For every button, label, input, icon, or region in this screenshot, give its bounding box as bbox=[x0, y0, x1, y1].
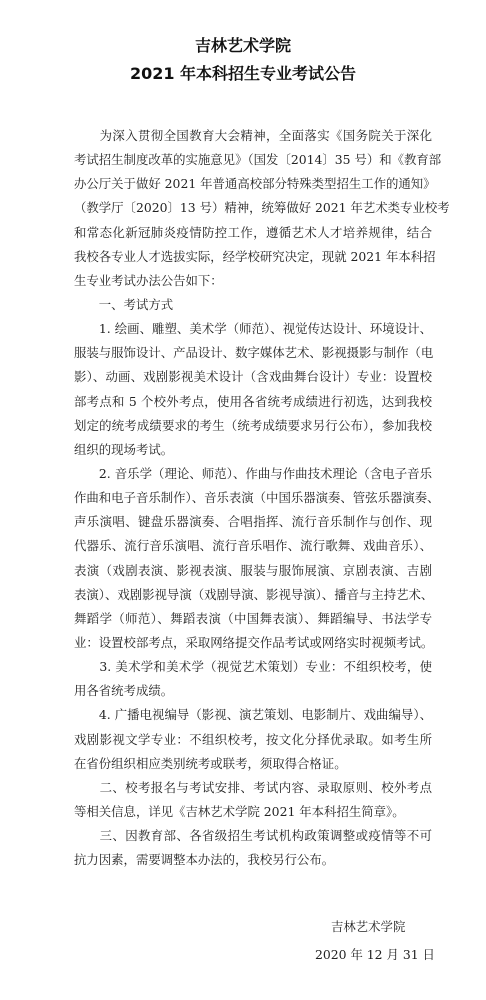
text-line: 和常态化新冠肺炎疫情防控工作，遵循艺术人才培养规律，结合 bbox=[74, 224, 432, 240]
text-line: 划定的统考成绩要求的考生（统考成绩要求另行公布），参加我校 bbox=[74, 417, 432, 433]
text-line: 在省份组织相应类别统考或联考，须取得合格证。 bbox=[74, 755, 347, 771]
text-line: 二、校考报名与考试安排、考试内容、录取原则、校外考点 bbox=[74, 779, 432, 795]
text-line: 4. 广播电视编导（影视、演艺策划、电影制片、戏曲编导）、 bbox=[74, 707, 432, 723]
text-line: 一、考试方式 bbox=[74, 296, 174, 312]
text-line: 影）、动画、戏剧影视美术设计（含戏曲舞台设计）专业：设置校 bbox=[74, 369, 432, 385]
text-line: 业：设置校部考点，采取网络提交作品考试或网络实时视频考试。 bbox=[74, 634, 434, 650]
text-line: 抗力因素，需要调整本办法的，我校另行公布。 bbox=[74, 852, 335, 868]
document-subtitle: 2021 年本科招生专业考试公告 bbox=[129, 64, 357, 83]
text-line: 1. 绘画、雕塑、美术学（师范）、视觉传达设计、环境设计、 bbox=[74, 321, 432, 337]
document-body bbox=[74, 124, 450, 872]
text-line: 用各省统考成绩。 bbox=[74, 683, 174, 699]
text-line: 生专业考试办法公告如下： bbox=[74, 272, 223, 288]
text-line: 服装与服饰设计、产品设计、数字媒体艺术、影视摄影与制作（电 bbox=[74, 345, 434, 361]
text-line: 组织的现场考试。 bbox=[74, 441, 174, 457]
document-title: 吉林艺术学院 bbox=[194, 36, 291, 55]
text-line: 作曲和电子音乐制作）、音乐表演（中国乐器演奏、管弦乐器演奏、 bbox=[74, 490, 440, 506]
text-line: 三、因教育部、各省级招生考试机构政策调整或疫情等不可 bbox=[74, 828, 432, 844]
text-line: 部考点和 5 个校外考点，使用各省统考成绩进行初选，达到我校 bbox=[74, 393, 432, 409]
text-line: 表演（戏剧表演、影视表演、服装与服饰展演、京剧表演、吉剧 bbox=[74, 562, 432, 578]
text-line: 办公厅关于做好 2021 年普通高校部分特殊类型招生工作的通知》 bbox=[74, 176, 436, 192]
text-line: 3. 美术学和美术学（视觉艺术策划）专业：不组织校考，使 bbox=[74, 659, 432, 675]
text-line: 考试招生制度改革的实施意见》（国发〔2014〕35 号）和《教育部 bbox=[74, 152, 442, 168]
text-line: 我校各专业人才选拔实际，经学校研究决定，现就 2021 年本科招 bbox=[74, 248, 436, 264]
signature-org: 吉林艺术学院 bbox=[331, 919, 406, 934]
text-line: 声乐演唱、键盘乐器演奏、合唱指挥、流行音乐制作与创作、现 bbox=[74, 514, 432, 530]
text-line: 代器乐、流行音乐演唱、流行音乐唱作、流行歌舞、戏曲音乐）、 bbox=[74, 538, 432, 554]
text-line: 为深入贯彻全国教育大会精神，全面落实《国务院关于深化 bbox=[74, 128, 432, 143]
text-line: 2. 音乐学（理论、师范）、作曲与作曲技术理论（含电子音乐 bbox=[74, 465, 432, 481]
text-line: 表演）、戏剧影视导演（戏剧导演、影视导演）、播音与主持艺术、 bbox=[74, 586, 434, 602]
signature-date: 2020 年 12 月 31 日 bbox=[315, 947, 435, 962]
text-line: （教学厅〔2020〕13 号）精神，统筹做好 2021 年艺术类专业校考 bbox=[74, 200, 450, 216]
text-line: 等相关信息，详见《吉林艺术学院 2021 年本科招生简章》。 bbox=[74, 803, 405, 819]
text-line: 舞蹈学（师范）、舞蹈表演（中国舞表演）、舞蹈编导、书法学专 bbox=[74, 610, 432, 626]
text-line: 戏剧影视文学专业：不组织校考，按文化分择优录取。如考生所 bbox=[74, 731, 432, 747]
